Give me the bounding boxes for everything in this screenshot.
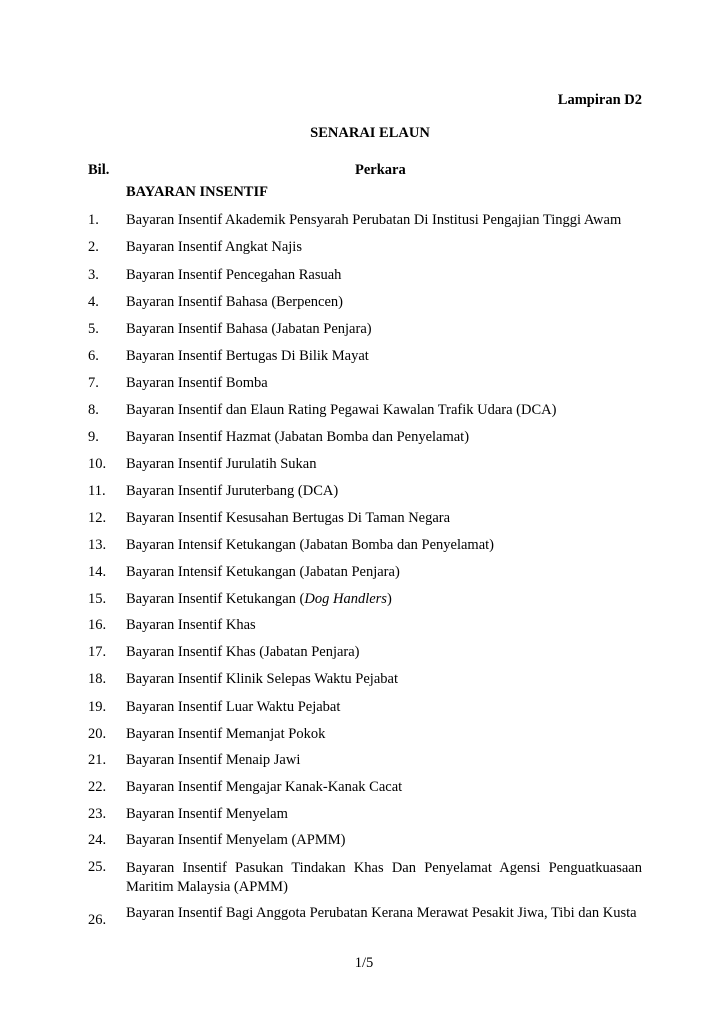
list-item [0,212,728,232]
item-number: 13. [88,537,107,553]
item-number: 4. [88,294,99,310]
item-text: Bayaran Insentif Bagi Anggota Perubatan Kerana Merawat Pesakit Jiwa, Tibi dan Kusta [126,905,637,921]
item-number: 18. [88,671,107,687]
item-number: 21. [88,752,107,768]
list-item [0,591,728,611]
item-number: 1. [88,212,99,228]
item-text: Bayaran Insentif Menyelam [126,806,288,822]
item-text: Bayaran Insentif Khas [126,617,256,633]
list-item [0,904,728,928]
item-text: Bayaran Insentif Angkat Najis [126,239,302,255]
list-item [0,699,728,719]
item-text: Bayaran Insentif Mengajar Kanak-Kanak Cacat [126,779,403,795]
list-item [0,429,728,449]
item-text: Bayaran Insentif Memanjat Pokok [126,726,326,742]
item-number: 19. [88,699,107,715]
item-text: Bayaran Insentif Kesusahan Bertugas Di Taman Negara [126,510,451,526]
item-number: 16. [88,617,107,633]
item-number: 5. [88,321,99,337]
list-item [0,564,728,584]
item-text: Bayaran Insentif Menyelam (APMM) [126,832,346,848]
item-text: Bayaran Insentif Pencegahan Rasuah [126,267,342,283]
list-item [0,239,728,259]
item-number: 17. [88,644,107,660]
item-text: Bayaran Insentif Luar Waktu Pejabat [126,699,341,715]
item-text: Bayaran Insentif Bahasa (Jabatan Penjara) [126,321,372,337]
item-number: 7. [88,375,99,391]
page-number: 1/5 [354,955,374,971]
list-item [0,779,728,799]
item-number: 3. [88,267,99,283]
item-number: 22. [88,779,107,795]
item-number: 20. [88,726,107,742]
list-item [0,267,728,287]
list-item [0,321,728,341]
item-text [126,591,392,608]
list-item [0,644,728,664]
item-number: 24. [88,832,107,848]
item-number: 14. [88,564,107,580]
list-item [0,456,728,476]
item-text-italic: Dog Handlers [304,591,387,607]
item-text-suffix: ) [386,591,392,607]
item-text: Bayaran Intensif Ketukangan (Jabatan Penjara) [126,564,400,580]
item-number: 26. [88,912,107,928]
list-item [0,510,728,530]
list-item [0,375,728,395]
list-item [0,483,728,503]
list-item [0,832,728,852]
item-number: 9. [88,429,99,445]
list-item [0,348,728,368]
item-number: 15. [88,591,107,607]
lampiran-label: Lampiran D2 [557,92,642,108]
item-text: Bayaran Insentif Juruterbang (DCA) [126,483,339,499]
page-title: SENARAI ELAUN [310,125,430,141]
item-text: Bayaran Insentif Bahasa (Berpencen) [126,294,343,310]
item-text: Bayaran Insentif Klinik Selepas Waktu Pejabat [126,671,398,687]
item-text-prefix: Bayaran Insentif Ketukangan ( [126,591,305,607]
item-number: 2. [88,239,99,255]
item-text: Bayaran Intensif Ketukangan (Jabatan Bomba dan Penyelamat) [126,537,495,553]
item-text: Bayaran Insentif dan Elaun Rating Pegawai Kawalan Trafik Udara (DCA) [126,402,557,418]
item-number: 12. [88,510,107,526]
item-number: 8. [88,402,99,418]
list-item [0,294,728,314]
item-text: Bayaran Insentif Jurulatih Sukan [126,456,317,472]
list-item [0,726,728,746]
item-text: Bayaran Insentif Hazmat (Jabatan Bomba dan Penyelamat) [126,429,470,445]
column-header-bil: Bil. [88,162,110,178]
item-text: Bayaran Insentif Khas (Jabatan Penjara) [126,644,360,660]
item-text: Bayaran Insentif Bomba [126,375,268,391]
list-item [0,537,728,557]
section-heading: BAYARAN INSENTIF [126,184,268,200]
list-item [0,859,728,895]
item-text: Bayaran Insentif Bertugas Di Bilik Mayat [126,348,369,364]
item-number: 6. [88,348,99,364]
list-item [0,752,728,772]
column-header-perkara: Perkara [355,162,406,178]
item-text: Bayaran Insentif Pasukan Tindakan Khas Dan Penyelamat Agensi Penguatkuasaan Maritim Malaysia (APMM) [126,860,642,895]
item-number: 23. [88,806,107,822]
list-item [0,671,728,691]
list-item [0,402,728,422]
item-number: 10. [88,456,107,472]
item-number: 25. [88,859,107,875]
list-item [0,806,728,826]
list-item [0,617,728,637]
item-text: Bayaran Insentif Akademik Pensyarah Perubatan Di Institusi Pengajian Tinggi Awam [126,212,622,228]
item-text: Bayaran Insentif Menaip Jawi [126,752,301,768]
item-number: 11. [88,483,106,499]
